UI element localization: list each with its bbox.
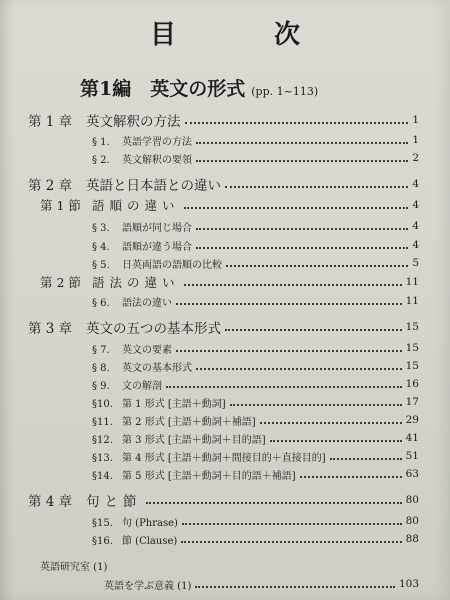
section-number: §15. <box>92 517 113 529</box>
page-number: 80 <box>405 515 419 527</box>
item-title: 節 (Clause) <box>122 535 178 547</box>
section-number: §10. <box>92 398 113 410</box>
leader-dots <box>230 404 402 406</box>
item-title: 第 5 形式 [主語＋動詞＋目的語＋補語] <box>122 470 296 482</box>
item-title: 第 3 形式 [主語＋動詞＋目的語] <box>122 434 266 446</box>
section-number: §11. <box>92 416 113 428</box>
toc-item-4[interactable] <box>92 237 419 253</box>
leader-dots <box>176 303 402 305</box>
item-title: 日英両語の語順の比較 <box>122 259 222 271</box>
page-number: 1 <box>412 114 419 126</box>
item-title: 第 1 形式 [主語＋動詞] <box>122 398 226 410</box>
section-title: 語順の違い <box>92 198 180 213</box>
leader-dots <box>176 350 402 352</box>
chapter-number: 第 1 章 <box>28 114 73 130</box>
section-number: § 4. <box>92 241 110 253</box>
leader-dots <box>260 422 402 424</box>
page-number: 5 <box>412 257 419 269</box>
toc-item-16[interactable] <box>92 531 419 547</box>
item-title: 英文の要素 <box>122 344 172 356</box>
chapter-title: 英文の五つの基本形式 <box>86 321 221 337</box>
item-title: 語法の違い <box>122 297 172 309</box>
leader-dots <box>166 386 402 388</box>
item-title: 句 (Phrase) <box>122 517 178 529</box>
page-title <box>150 12 300 52</box>
section-number: § 1. <box>92 136 110 148</box>
leader-dots <box>225 329 402 331</box>
title-char-1: 目 <box>150 19 177 50</box>
section-number: § 9. <box>92 380 110 392</box>
page-number: 2 <box>412 152 419 164</box>
section-number: § 2. <box>92 154 110 166</box>
toc-item-1[interactable] <box>92 132 419 148</box>
leader-dots <box>184 284 402 286</box>
leader-dots <box>182 523 402 525</box>
toc-item-11[interactable] <box>92 412 419 428</box>
page-number: 11 <box>405 295 419 307</box>
section-number: §14. <box>92 470 113 482</box>
leader-dots <box>196 228 408 230</box>
toc-column-heading[interactable] <box>40 557 240 573</box>
section-number: §16. <box>92 535 113 547</box>
leader-dots <box>195 586 395 588</box>
item-title: 英語を学ぶ意義 (1) <box>104 580 192 592</box>
toc-chapter-1[interactable] <box>28 112 419 128</box>
page-number: 17 <box>405 396 419 408</box>
section-number: 第 2 節 <box>40 275 81 290</box>
toc-item-15[interactable] <box>92 513 419 529</box>
item-title: 英語学習の方法 <box>122 136 192 148</box>
page-number: 103 <box>398 578 419 590</box>
leader-dots <box>225 186 408 188</box>
toc-chapter-3[interactable] <box>28 319 419 335</box>
item-title: 英文の基本形式 <box>122 362 192 374</box>
toc-item-3[interactable] <box>92 218 419 234</box>
page-number: 51 <box>405 450 419 462</box>
column-title: 英語研究室 (1) <box>40 561 108 573</box>
section-number: § 5. <box>92 259 110 271</box>
leader-dots <box>300 476 402 478</box>
section-number: §13. <box>92 452 113 464</box>
page-number: 63 <box>405 468 419 480</box>
page-number: 41 <box>405 432 419 444</box>
page-number: 16 <box>405 378 419 390</box>
toc-section-1[interactable] <box>40 197 419 213</box>
page-number: 15 <box>405 321 419 333</box>
leader-dots <box>196 142 408 144</box>
toc-item-9[interactable] <box>92 376 419 392</box>
page-number: 80 <box>405 494 419 506</box>
part-pages: (pp. 1~113) <box>251 85 319 98</box>
item-title: 文の解剖 <box>122 380 162 392</box>
title-char-2: 次 <box>273 19 300 50</box>
toc-item-12[interactable] <box>92 430 419 446</box>
part-heading <box>80 74 380 102</box>
item-title: 英文解釈の要領 <box>122 154 192 166</box>
toc-item-10[interactable] <box>92 394 419 410</box>
chapter-title: 英文解釈の方法 <box>86 114 181 130</box>
item-title: 第 2 形式 [主語＋動詞＋補語] <box>122 416 256 428</box>
item-title: 第 4 形式 [主語＋動詞＋間接目的＋直接目的] <box>122 452 326 464</box>
leader-dots <box>185 122 409 124</box>
page-number: 29 <box>405 414 419 426</box>
toc-chapter-4[interactable] <box>28 492 419 508</box>
toc-section-2[interactable] <box>40 274 419 290</box>
leader-dots <box>226 265 408 267</box>
part-label: 第1編 英文の形式 <box>80 78 246 100</box>
leader-dots <box>184 207 409 209</box>
chapter-title: 英語と日本語との違い <box>86 178 221 194</box>
section-number: § 7. <box>92 344 110 356</box>
toc-column-item-1[interactable] <box>104 576 419 592</box>
page-number: 4 <box>412 199 419 211</box>
leader-dots <box>196 368 402 370</box>
chapter-number: 第 3 章 <box>28 321 73 337</box>
page-number: 1 <box>412 134 419 146</box>
item-title: 語順が同じ場合 <box>122 222 192 234</box>
section-number: §12. <box>92 434 113 446</box>
leader-dots <box>270 440 402 442</box>
leader-dots <box>181 541 401 543</box>
section-number: 第 1 節 <box>40 198 81 213</box>
page-number: 4 <box>412 239 419 251</box>
chapter-title: 句と節 <box>86 494 142 510</box>
page-number: 4 <box>412 220 419 232</box>
toc-item-13[interactable] <box>92 448 419 464</box>
item-title: 語順が違う場合 <box>122 241 192 253</box>
toc-item-8[interactable] <box>92 358 419 374</box>
chapter-number: 第 4 章 <box>28 494 73 510</box>
leader-dots <box>196 160 408 162</box>
leader-dots <box>196 247 408 249</box>
section-number: § 8. <box>92 362 110 374</box>
leader-dots <box>330 458 402 460</box>
section-number: § 6. <box>92 297 110 309</box>
chapter-number: 第 2 章 <box>28 178 73 194</box>
toc-chapter-2[interactable] <box>28 176 419 192</box>
toc-item-2[interactable] <box>92 150 419 166</box>
section-number: § 3. <box>92 222 110 234</box>
toc-item-5[interactable] <box>92 255 419 271</box>
page-number: 11 <box>405 276 419 288</box>
leader-dots <box>146 502 402 504</box>
toc-item-14[interactable] <box>92 466 419 482</box>
section-title: 語法の違い <box>92 275 180 290</box>
toc-item-7[interactable] <box>92 340 419 356</box>
page-number: 4 <box>412 178 419 190</box>
page-number: 88 <box>405 533 419 545</box>
page-number: 15 <box>405 360 419 372</box>
page-number: 15 <box>405 342 419 354</box>
page-gutter-shadow <box>0 0 14 600</box>
toc-item-6[interactable] <box>92 293 419 309</box>
